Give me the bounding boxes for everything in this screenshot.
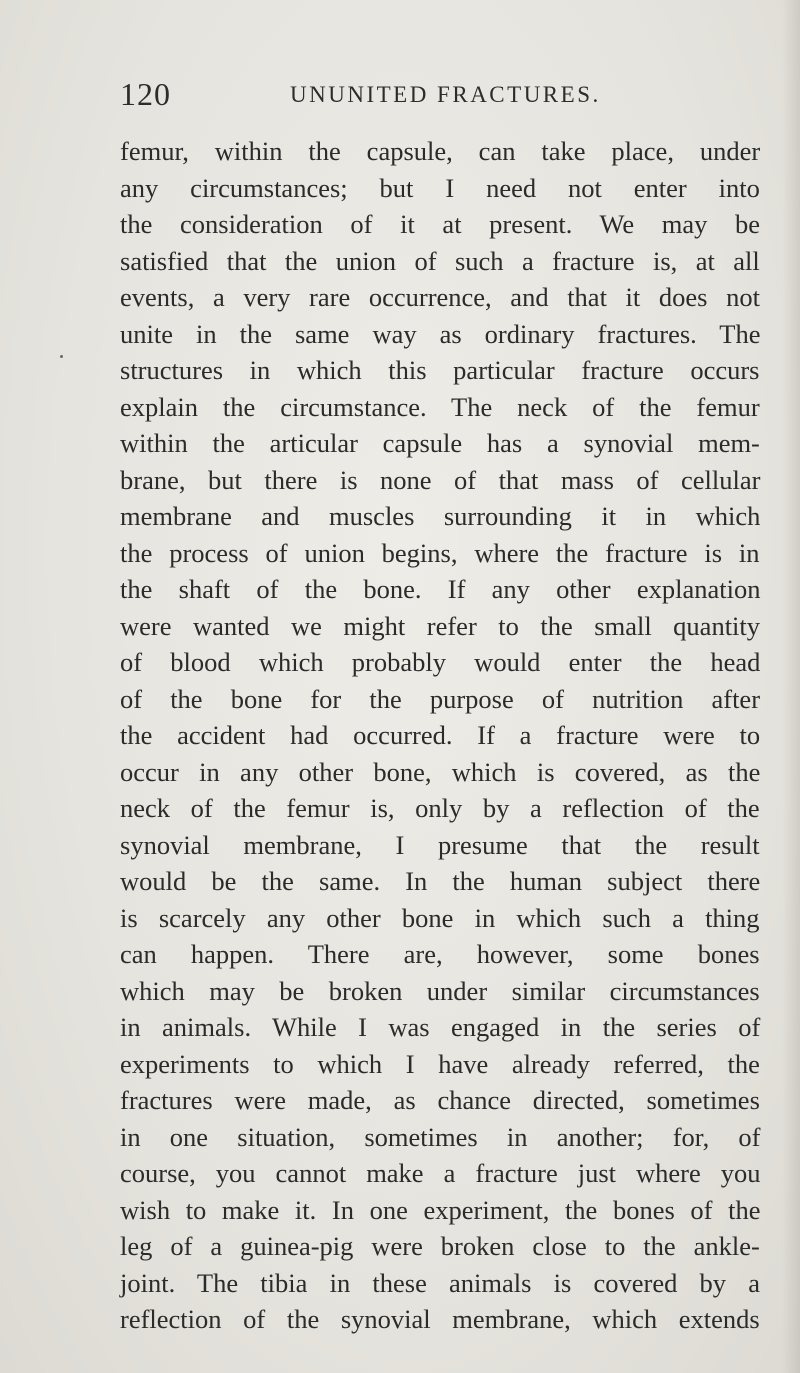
- text-line: the consideration of it at present. We may be: [120, 209, 761, 239]
- text-line: synovial membrane, I presume that the result: [120, 829, 760, 860]
- text-line: is scarcely any other bone in which such a thing: [120, 902, 760, 933]
- text-line: in one situation, sometimes in another; for, of: [120, 1121, 761, 1152]
- text-line: which may be broken under similar circumstances: [120, 975, 760, 1006]
- page-edge-shadow: [782, 0, 800, 1373]
- text-line: of blood which probably would enter the head: [120, 647, 761, 677]
- text-line: unite in the same way as ordinary fractures. The: [120, 318, 761, 349]
- text-line: explain the circumstance. The neck of the femur: [120, 391, 760, 422]
- text-line: femur, within the capsule, can take place, under: [120, 136, 761, 166]
- text-line: would be the same. In the human subject there: [120, 866, 761, 896]
- text-line: structures in which this particular fracture occurs: [120, 355, 760, 385]
- text-line: leg of a guinea-pig were broken close to the ankle-: [120, 1231, 760, 1261]
- text-line: were wanted we might refer to the small quantity: [120, 610, 761, 641]
- text-line: the process of union begins, where the fracture is in: [120, 537, 760, 568]
- text-line: within the articular capsule has a synovial mem-: [120, 428, 760, 458]
- text-line: brane, but there is none of that mass of cellular: [120, 464, 761, 495]
- text-line: any circumstances; but I need not enter into: [120, 172, 760, 203]
- text-line: in animals. While I was engaged in the series of: [120, 1012, 761, 1042]
- text-line: fractures were made, as chance directed, sometimes: [120, 1085, 760, 1115]
- paper-speck: [60, 355, 63, 358]
- text-line: membrane and muscles surrounding it in which: [120, 501, 761, 531]
- text-line: of the bone for the purpose of nutrition after: [120, 683, 761, 714]
- running-head-title: UNUNITED FRACTURES.: [290, 82, 601, 107]
- text-line: course, you cannot make a fracture just where you: [120, 1158, 761, 1188]
- text-line: events, a very rare occurrence, and that it does not: [120, 282, 760, 312]
- text-line: occur in any other bone, which is covered, as the: [120, 756, 761, 787]
- text-line: wish to make it. In one experiment, the bones of the: [120, 1194, 761, 1225]
- body-paragraph: [120, 133, 760, 1338]
- text-line: the accident had occurred. If a fracture were to: [120, 720, 761, 750]
- page-header: [120, 76, 760, 116]
- text-line: joint. The tibia in these animals is covered by a: [120, 1267, 760, 1298]
- text-line: neck of the femur is, only by a reflection of the: [120, 793, 760, 823]
- text-line: the shaft of the bone. If any other explanation: [120, 574, 761, 604]
- text-line: experiments to which I have already referred, the: [120, 1048, 760, 1079]
- text-line: satisfied that the union of such a fracture is, at all: [120, 245, 760, 276]
- text-line: reflection of the synovial membrane, which extends: [120, 1304, 760, 1334]
- page-number: 120: [120, 76, 171, 112]
- text-line: can happen. There are, however, some bones: [120, 939, 760, 969]
